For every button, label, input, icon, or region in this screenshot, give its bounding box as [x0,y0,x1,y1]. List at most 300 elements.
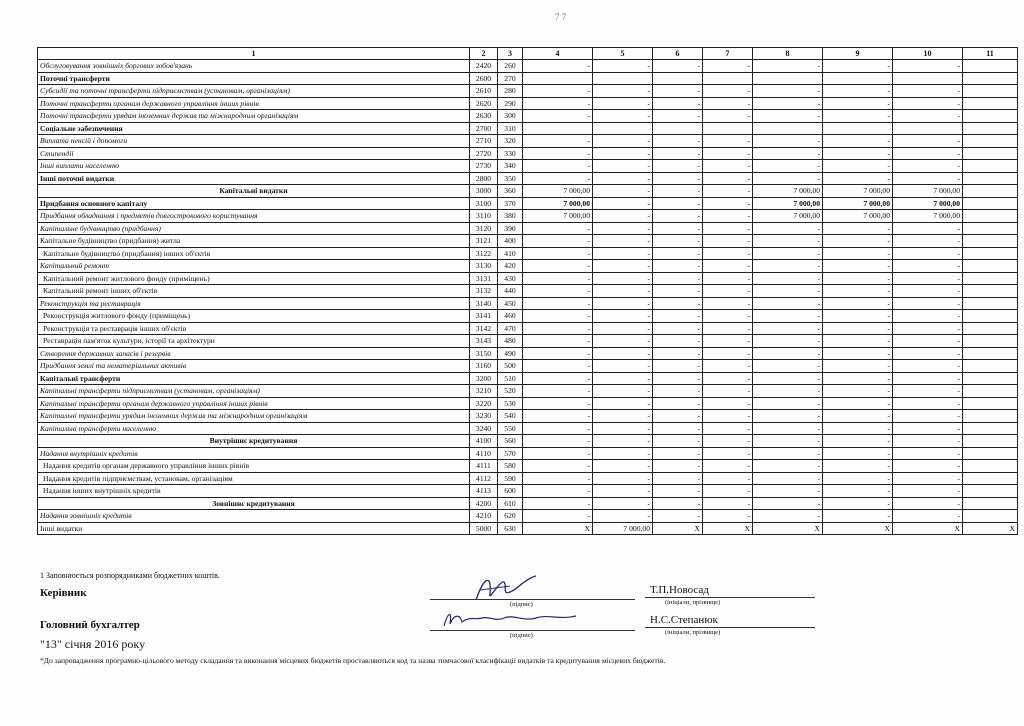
col-header: 10 [893,48,963,60]
report-table-container [37,47,1017,535]
value-cell: 7 000,00 [593,522,653,535]
value-cell: - [823,447,893,460]
value-cell: - [893,422,963,435]
row-label: Зовнішнє кредитування [38,497,470,510]
value-cell: - [753,310,823,323]
kekv-code: 3210 [470,385,498,398]
value-cell: - [653,422,703,435]
table-row [38,122,1018,135]
value-cell: - [653,197,703,210]
document-date: "13" січня 2016 року [40,637,146,651]
value-cell: - [703,110,753,123]
value-cell: 7 000,00 [893,210,963,223]
value-cell: - [753,447,823,460]
value-cell: 7 000,00 [893,197,963,210]
value-cell: - [823,235,893,248]
row-label: Капітальні трансферти [38,372,470,385]
value-cell: - [823,385,893,398]
value-cell [963,97,1018,110]
line-code: 510 [498,372,523,385]
line-code: 620 [498,510,523,523]
value-cell: - [593,335,653,348]
value-cell [963,185,1018,198]
value-cell: - [893,110,963,123]
value-cell: - [893,97,963,110]
head-sign-caption: (підпис) [510,601,533,608]
value-cell: - [593,372,653,385]
table-row [38,285,1018,298]
value-cell [963,347,1018,360]
value-cell [963,172,1018,185]
value-cell [963,497,1018,510]
line-code: 520 [498,385,523,398]
row-label: Створення державних запасів і резервів [38,347,470,360]
value-cell: - [893,472,963,485]
value-cell: - [523,435,593,448]
row-label: Поточні трансферти органам державного управління інших рівнів [38,97,470,110]
value-cell: - [653,147,703,160]
value-cell: - [593,197,653,210]
col-header: 2 [470,48,498,60]
line-code: 530 [498,397,523,410]
value-cell: - [823,435,893,448]
value-cell: - [893,172,963,185]
table-row [38,235,1018,248]
row-label: Реконструкція житлового фонду (приміщень) [38,310,470,323]
value-cell: - [753,460,823,473]
value-cell: - [893,447,963,460]
footnote: 1 Заповнюється розпорядниками бюджетних коштів. [40,571,220,580]
row-label: Інші виплати населенню [38,160,470,173]
value-cell: - [753,235,823,248]
value-cell: - [753,85,823,98]
value-cell: - [593,272,653,285]
table-row [38,247,1018,260]
value-cell: - [593,322,653,335]
kekv-code: 3200 [470,372,498,385]
row-label: Реконструкція та реставрація інших об'єктів [38,322,470,335]
value-cell: - [893,435,963,448]
value-cell: - [523,410,593,423]
kekv-code: 4200 [470,497,498,510]
line-code: 580 [498,460,523,473]
value-cell [963,460,1018,473]
value-cell: - [703,147,753,160]
value-cell [593,72,653,85]
value-cell: - [703,510,753,523]
value-cell: - [523,272,593,285]
value-cell: - [753,285,823,298]
value-cell: - [823,347,893,360]
line-code: 560 [498,435,523,448]
value-cell: - [593,297,653,310]
table-row [38,185,1018,198]
value-cell: - [653,160,703,173]
line-code: 320 [498,135,523,148]
value-cell: - [753,110,823,123]
value-cell: - [593,422,653,435]
expenditure-table [37,47,1018,535]
value-cell: 7 000,00 [893,185,963,198]
table-row [38,522,1018,535]
value-cell [823,122,893,135]
table-row [38,260,1018,273]
col-header: 7 [703,48,753,60]
value-cell: - [653,472,703,485]
kekv-code: 2800 [470,172,498,185]
table-row [38,497,1018,510]
row-label: Капітальне будівництво (придбання) [38,222,470,235]
col-header: 4 [523,48,593,60]
value-cell: - [703,497,753,510]
value-cell: - [893,285,963,298]
value-cell [823,72,893,85]
value-cell: - [893,335,963,348]
line-code: 570 [498,447,523,460]
value-cell: - [523,322,593,335]
value-cell [963,360,1018,373]
row-label: Капітальний ремонт житлового фонду (приміщень) [38,272,470,285]
page-mark: 7 7 [555,12,567,22]
value-cell: - [593,435,653,448]
table-row [38,472,1018,485]
value-cell: - [893,247,963,260]
table-row [38,335,1018,348]
kekv-code: 5000 [470,522,498,535]
value-cell: - [823,460,893,473]
value-cell: - [703,185,753,198]
line-code: 450 [498,297,523,310]
kekv-code: 3132 [470,285,498,298]
kekv-code: 2620 [470,97,498,110]
value-cell: - [523,297,593,310]
value-cell: - [823,260,893,273]
value-cell: - [753,222,823,235]
value-cell [963,397,1018,410]
row-label: Капітальні видатки [38,185,470,198]
value-cell: X [523,522,593,535]
value-cell: - [893,310,963,323]
line-code: 330 [498,147,523,160]
row-label: Надання кредитів підприємствам, установам, організаціям [38,472,470,485]
value-cell: - [823,247,893,260]
value-cell: - [753,510,823,523]
value-cell: - [893,297,963,310]
row-label: Придбання обладнання і предметів довгострокового користування [38,210,470,223]
kekv-code: 3121 [470,235,498,248]
value-cell: - [753,260,823,273]
value-cell [963,247,1018,260]
value-cell: - [523,335,593,348]
table-row [38,435,1018,448]
kekv-code: 4112 [470,472,498,485]
value-cell: - [703,172,753,185]
value-cell: - [703,135,753,148]
value-cell [523,122,593,135]
value-cell: - [653,497,703,510]
value-cell: - [653,335,703,348]
value-cell: - [593,110,653,123]
value-cell: - [823,97,893,110]
value-cell: - [703,97,753,110]
value-cell: - [593,247,653,260]
value-cell: - [823,85,893,98]
value-cell: - [753,97,823,110]
value-cell: - [653,435,703,448]
table-row [38,310,1018,323]
row-label: Надання інших внутрішніх кредитів [38,485,470,498]
value-cell: - [823,322,893,335]
value-cell: - [593,85,653,98]
table-row [38,97,1018,110]
value-cell: - [703,247,753,260]
value-cell: - [593,485,653,498]
line-code: 360 [498,185,523,198]
line-code: 260 [498,60,523,73]
value-cell [963,510,1018,523]
row-label: Капітальний ремонт інших об'єктів [38,285,470,298]
value-cell: - [703,310,753,323]
col-header: 8 [753,48,823,60]
value-cell: - [593,397,653,410]
value-cell: - [823,222,893,235]
value-cell: 7 000,00 [753,185,823,198]
line-code: 340 [498,160,523,173]
table-row [38,447,1018,460]
value-cell: - [703,335,753,348]
value-cell: - [753,372,823,385]
kekv-code: 2730 [470,160,498,173]
value-cell: - [523,135,593,148]
value-cell: - [703,160,753,173]
value-cell: - [593,97,653,110]
value-cell: - [523,172,593,185]
value-cell: - [523,485,593,498]
kekv-code: 3131 [470,272,498,285]
value-cell: 7 000,00 [753,197,823,210]
value-cell: - [523,85,593,98]
value-cell: - [593,185,653,198]
value-cell: - [753,335,823,348]
value-cell: X [753,522,823,535]
value-cell [523,72,593,85]
row-label: Поточні трансферти [38,72,470,85]
value-cell: - [753,435,823,448]
value-cell [703,122,753,135]
line-code: 500 [498,360,523,373]
value-cell: - [753,472,823,485]
kekv-code: 2710 [470,135,498,148]
value-cell: - [593,172,653,185]
row-label: Капітальні трансферти населенню [38,422,470,435]
value-cell: - [653,285,703,298]
value-cell: - [753,410,823,423]
value-cell: - [593,347,653,360]
value-cell: - [523,247,593,260]
row-label: Придбання землі та нематеріальних активів [38,360,470,373]
head-name-caption: (ініціали, прізвище) [665,599,721,606]
row-label: Придбання основного капіталу [38,197,470,210]
value-cell [963,147,1018,160]
value-cell: 7 000,00 [523,185,593,198]
kekv-code: 3130 [470,260,498,273]
value-cell: - [653,272,703,285]
value-cell: - [823,285,893,298]
table-row [38,172,1018,185]
accountant-name-line [645,627,815,628]
table-row [38,147,1018,160]
value-cell: - [823,510,893,523]
table-row [38,510,1018,523]
line-code: 290 [498,97,523,110]
value-cell: - [893,260,963,273]
line-code: 540 [498,410,523,423]
value-cell: - [703,360,753,373]
table-row [38,160,1018,173]
value-cell: - [523,110,593,123]
accountant-signature [440,608,580,630]
kekv-code: 3240 [470,422,498,435]
line-code: 460 [498,310,523,323]
value-cell [963,435,1018,448]
table-row [38,297,1018,310]
value-cell: - [593,472,653,485]
line-code: 410 [498,247,523,260]
value-cell: - [753,347,823,360]
value-cell: - [523,510,593,523]
table-row [38,372,1018,385]
value-cell: - [893,322,963,335]
value-cell: 7 000,00 [823,197,893,210]
kekv-code: 3000 [470,185,498,198]
value-cell [963,85,1018,98]
table-row [38,410,1018,423]
row-label: Інші видатки [38,522,470,535]
value-cell: - [593,410,653,423]
kekv-code: 4113 [470,485,498,498]
value-cell: - [753,485,823,498]
value-cell: - [893,60,963,73]
value-cell: - [653,110,703,123]
value-cell: - [823,472,893,485]
value-cell: - [893,147,963,160]
value-cell: - [703,197,753,210]
value-cell: - [703,422,753,435]
row-label: Реконструкція та реставрація [38,297,470,310]
col-header: 11 [963,48,1018,60]
value-cell: - [823,422,893,435]
line-code: 480 [498,335,523,348]
value-cell: - [753,272,823,285]
value-cell: - [653,347,703,360]
value-cell: - [593,235,653,248]
value-cell: - [653,172,703,185]
head-label: Керівник [40,587,87,599]
value-cell: X [823,522,893,535]
value-cell: - [823,410,893,423]
value-cell: - [703,397,753,410]
row-label: Капітальні трансферти підприємствам (установам, організаціям) [38,385,470,398]
value-cell [963,485,1018,498]
table-row [38,72,1018,85]
row-label: Соціальне забезпечення [38,122,470,135]
value-cell: - [703,272,753,285]
value-cell: - [523,397,593,410]
col-header: 3 [498,48,523,60]
kekv-code: 3220 [470,397,498,410]
value-cell [963,110,1018,123]
row-label: Обслуговування зовнішніх боргових зобов'язань [38,60,470,73]
kekv-code: 3142 [470,322,498,335]
value-cell: - [523,285,593,298]
value-cell: - [893,360,963,373]
value-cell [753,122,823,135]
line-code: 420 [498,260,523,273]
row-label: Поточні трансферти урядам іноземних держав та міжнародним організаціям [38,110,470,123]
line-code: 300 [498,110,523,123]
value-cell: - [593,497,653,510]
value-cell [653,122,703,135]
value-cell: - [653,385,703,398]
kekv-code: 3141 [470,310,498,323]
table-row [38,210,1018,223]
value-cell: - [753,360,823,373]
value-cell: 7 000,00 [753,210,823,223]
row-label: Капітальні трансферти урядам іноземних держав та міжнародним організаціям [38,410,470,423]
value-cell: - [893,410,963,423]
row-label: Реставрація пам'яток культури, історії та архітектури [38,335,470,348]
table-row [38,135,1018,148]
value-cell [963,60,1018,73]
line-code: 470 [498,322,523,335]
line-code: 400 [498,235,523,248]
value-cell: 7 000,00 [523,210,593,223]
value-cell [653,72,703,85]
kekv-code: 3122 [470,247,498,260]
value-cell: - [523,260,593,273]
value-cell: - [753,422,823,435]
value-cell: - [593,360,653,373]
value-cell: - [653,60,703,73]
line-code: 610 [498,497,523,510]
kekv-code: 4110 [470,447,498,460]
value-cell: - [893,510,963,523]
value-cell: - [753,60,823,73]
line-code: 370 [498,197,523,210]
value-cell: - [593,60,653,73]
value-cell [893,122,963,135]
row-label: Капітальне будівництво (придбання) житла [38,235,470,248]
value-cell [963,260,1018,273]
value-cell: - [753,160,823,173]
value-cell: - [703,322,753,335]
table-row [38,197,1018,210]
table-row [38,60,1018,73]
value-cell: - [703,210,753,223]
value-cell [963,210,1018,223]
value-cell: - [653,310,703,323]
value-cell [963,272,1018,285]
kekv-code: 3143 [470,335,498,348]
value-cell: - [653,510,703,523]
col-header: 6 [653,48,703,60]
row-label: Виплата пенсій і допомоги [38,135,470,148]
value-cell: - [893,372,963,385]
head-name-line [645,597,815,598]
value-cell [963,285,1018,298]
header-row [38,48,1018,60]
col-header: 1 [38,48,470,60]
